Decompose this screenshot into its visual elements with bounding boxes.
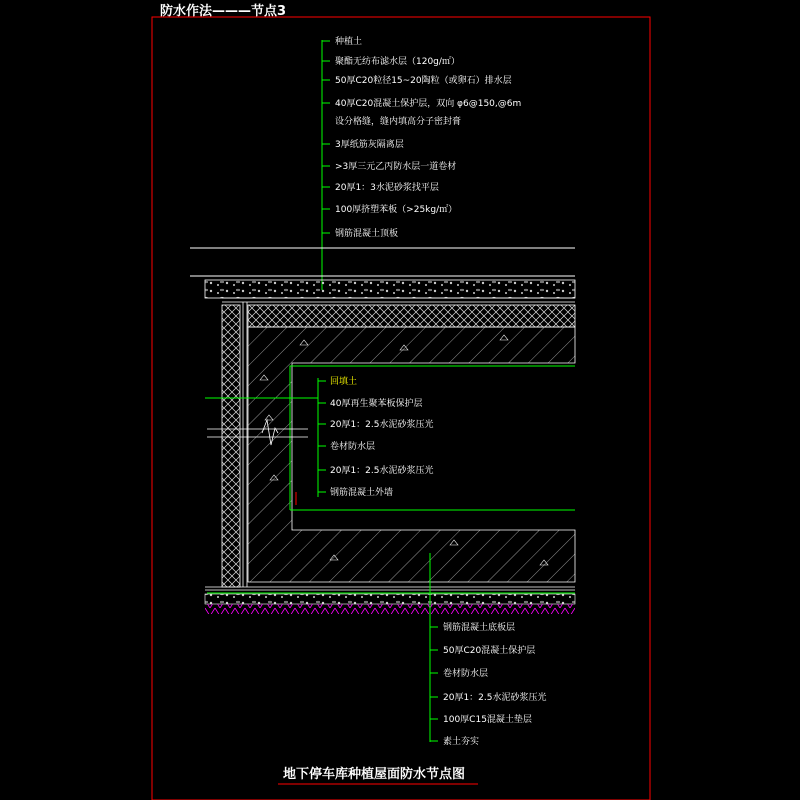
wall-layer-label: 20厚1：2.5水泥砂浆压光 [330,466,434,476]
floor-layer-label: 20厚1：2.5水泥砂浆压光 [443,693,547,703]
wall-leader-ticks [318,381,326,492]
roof-layer-label: 钢筋混凝土顶板 [335,229,399,239]
floor-leader-ticks [430,627,438,741]
wall-layer-label: 卷材防水层 [330,442,376,452]
wall-layer-label: 回填土 [330,377,358,387]
wall-protection-board [222,305,240,587]
wall-layer-label: 钢筋混凝土外墙 [330,488,394,498]
roof-layer-label: 种植土 [335,37,363,47]
wall-layer-label: 20厚1：2.5水泥砂浆压光 [330,420,434,430]
floor-layer-label: 50厚C20混凝土保护层 [443,646,536,656]
insulation-board-roof [248,305,575,327]
roof-leader-ticks [322,41,330,233]
drawing-caption: 地下停车库种植屋面防水节点图 [283,767,466,782]
wall-layer-labels [330,375,434,498]
wall-layer-label: 40厚再生聚苯板保护层 [330,399,423,409]
drainage-layer [205,280,575,298]
compacted-soil [205,604,575,614]
roof-layer-label: 设分格缝，缝内填高分子密封膏 [335,117,462,127]
floor-layer-label: 100厚C15混凝土垫层 [443,715,532,725]
roof-layer-label: 3厚纸筋灰隔离层 [335,140,404,150]
roof-layer-label: 聚酯无纺布滤水层（120g/㎡） [335,57,460,67]
floor-layer-label: 钢筋混凝土底板层 [443,623,516,633]
floor-layer-labels [443,621,547,747]
roof-layer-label: 50厚C20粒径15~20陶粒（或卵石）排水层 [335,76,512,86]
roof-layer-labels [335,35,521,239]
roof-layer-label: 100厚挤塑苯板（>25kg/㎡） [335,205,458,215]
roof-layer-label: 20厚1：3水泥砂浆找平层 [335,183,439,193]
roof-layer-label: >3厚三元乙丙防水层一道卷材 [335,162,457,172]
roof-layer-label: 40厚C20混凝土保护层，双向 φ6@150,@6m [335,99,522,109]
floor-cushion-layer [205,594,575,604]
floor-layer-label: 卷材防水层 [443,669,489,679]
page-title: 防水作法———节点3 [160,4,287,19]
floor-layer-label: 素土夯实 [443,737,480,747]
concrete-structure [248,327,575,582]
